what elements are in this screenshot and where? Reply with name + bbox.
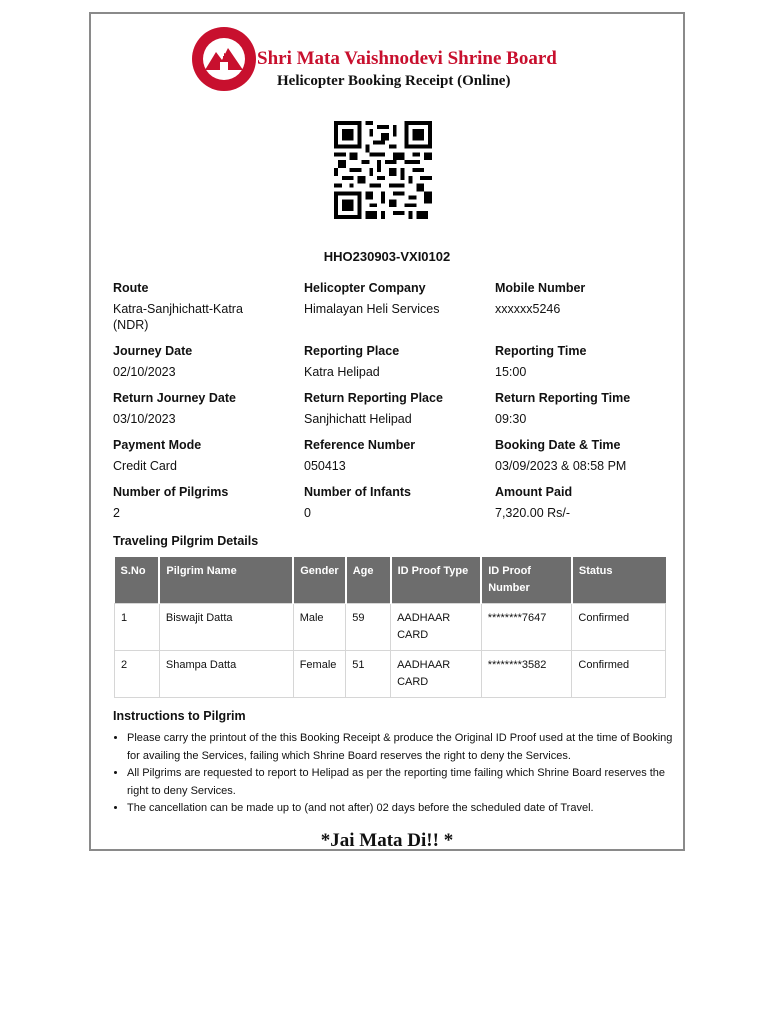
org-title: Shri Mata Vaishnodevi Shrine Board [257,48,557,69]
field-value: 2 [113,506,120,520]
receipt-subtitle: Helicopter Booking Receipt (Online) [277,73,511,89]
field-value: Katra Helipad [304,365,380,379]
table-cell: Female [293,651,346,698]
footer-blessing: *Jai Mata Di!! * [320,830,454,851]
field-value: Credit Card [113,459,177,473]
field-label: Reference Number [304,438,416,452]
field-value: 02/10/2023 [113,365,176,379]
helicopter-company-field [304,280,489,317]
field-value: 0 [304,506,311,520]
amount-paid-field [495,484,680,521]
field-value: 7,320.00 Rs/- [495,506,571,520]
pilgrim-table [114,557,666,698]
field-value: Sanjhichatt Helipad [304,412,412,426]
reporting-time-field [495,343,680,380]
field-value: 15:00 [495,365,527,379]
field-label: Amount Paid [495,485,573,499]
field-value: xxxxxx5246 [495,302,561,316]
field-label: Reporting Time [495,344,587,358]
column-header: Age [346,557,391,604]
field-value: 03/09/2023 & 08:58 PM [495,459,627,473]
field-label: Number of Infants [304,485,411,499]
column-header: ID Proof Number [481,557,572,604]
receipt-header [191,26,591,98]
table-row [115,604,666,651]
table-cell: 51 [346,651,391,698]
column-header: S.No [115,557,160,604]
journey-date-field [113,343,298,380]
table-cell: 2 [115,651,160,698]
instruction-item: • The cancellation can be made up to (and not after) 02 days before the scheduled date of Travel. [127,800,683,818]
number-of-pilgrims-field [113,484,298,521]
field-label: Reporting Place [304,344,400,358]
table-cell: 59 [346,604,391,651]
field-value: 050413 [304,459,346,473]
column-header: Status [572,557,666,604]
payment-mode-field [113,437,298,474]
reference-number-field [304,437,489,474]
instruction-item: • All Pilgrims are requested to report to Helipad as per the reporting time failing which Shrine Board reserves the right to deny Services. [127,765,683,800]
table-cell: ********3582 [481,651,572,698]
field-label: Mobile Number [495,281,586,295]
instruction-item: • Please carry the printout of the this Booking Receipt & produce the Original ID Proof used at the time of Booking for availing the Services, failing which Shrine Board reserves the right to deny the Services. [127,730,683,765]
field-value: Himalayan Heli Services [304,302,440,316]
booking-receipt [89,12,685,851]
pilgrim-details-title: Traveling Pilgrim Details [113,534,259,548]
table-cell: Biswajit Datta [159,604,293,651]
table-cell: Shampa Datta [159,651,293,698]
field-label: Return Reporting Time [495,391,631,405]
table-cell: Confirmed [572,651,666,698]
field-label: Booking Date & Time [495,438,621,452]
number-of-infants-field [304,484,489,521]
booking-date-time-field [495,437,680,474]
instructions-list [113,730,683,818]
table-cell: AADHAAR CARD [391,651,482,698]
column-header: ID Proof Type [391,557,482,604]
table-header-row [115,557,666,604]
table-cell: 1 [115,604,160,651]
table-cell: Confirmed [572,604,666,651]
field-label: Number of Pilgrims [113,485,229,499]
field-label: Return Journey Date [113,391,236,405]
field-value: Katra-Sanjhichatt-Katra (NDR) [113,302,243,332]
field-label: Payment Mode [113,438,202,452]
table-cell: ********7647 [481,604,572,651]
booking-id: HHO230903-VXI0102 [323,249,451,264]
instructions-title: Instructions to Pilgrim [113,709,246,723]
column-header: Pilgrim Name [159,557,293,604]
field-value: 03/10/2023 [113,412,176,426]
field-label: Route [113,281,149,295]
field-label: Journey Date [113,344,193,358]
return-reporting-time-field [495,390,680,427]
table-cell: AADHAAR CARD [391,604,482,651]
shrine-board-logo [191,26,257,92]
return-journey-date-field [113,390,298,427]
field-label: Helicopter Company [304,281,426,295]
route-field [113,280,298,333]
field-label: Return Reporting Place [304,391,443,405]
reporting-place-field [304,343,489,380]
mobile-number-field [495,280,680,317]
table-row [115,651,666,698]
return-reporting-place-field [304,390,489,427]
column-header: Gender [293,557,346,604]
field-value: 09:30 [495,412,527,426]
table-cell: Male [293,604,346,651]
qr-code [334,121,432,219]
